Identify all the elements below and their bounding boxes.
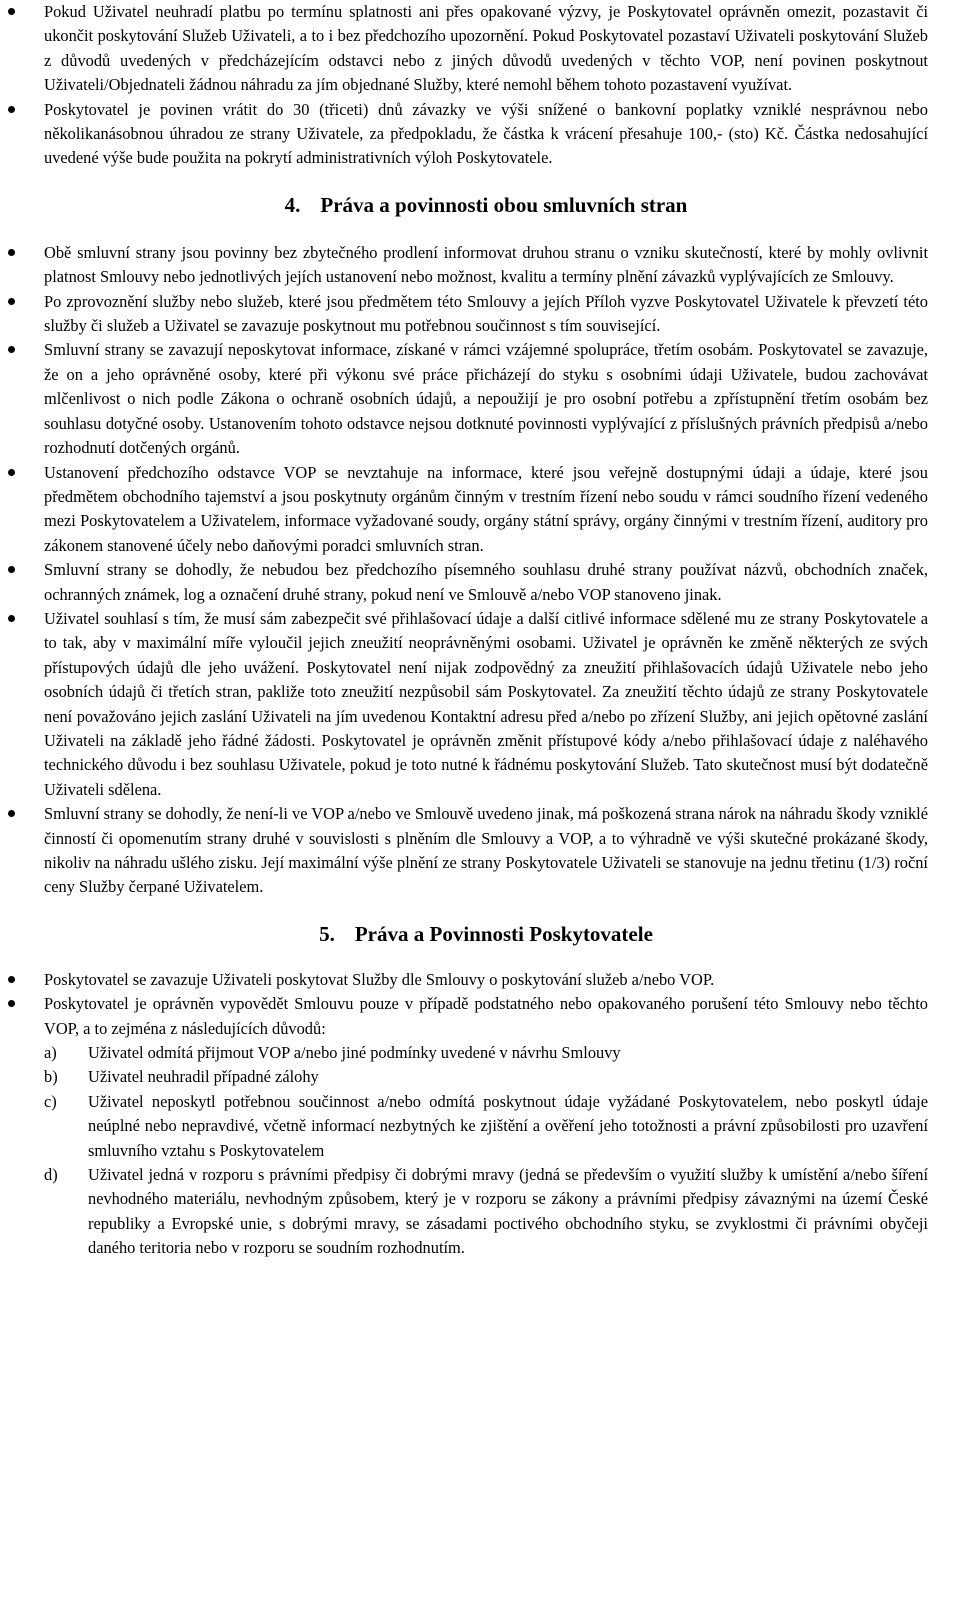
lettered-list [44,1041,928,1261]
bullet-item [44,0,928,98]
list-marker: d) [44,1165,58,1185]
section-number: 5. [319,921,335,946]
bullet-icon [8,566,15,573]
paragraph: Ustanovení předchozího odstavce VOP se nevztahuje na informace, které jsou veřejně dostupnými údaji a údaje, které jsou předmětem obchodního tajemství a jsou poskytnuty orgánům činným v trestním řízení nebo soudu v rámci soudního řízení vedeného mezi Poskytovatelem a Uživatelem, informace vyžadované soudy, orgány státní správy, orgány činnými v trestním řízení, auditory pro zákonem stanovené účely nebo daňovými poradci smluvních stran. [44,462,928,555]
paragraph: Poskytovatel je oprávněn vypovědět Smlouvu pouze v případě podstatného nebo opakovaného porušení této Smlouvy nebo těchto VOP, a to zejména z následujících důvodů: [44,994,928,1038]
paragraph: Smluvní strany se dohodly, že nebudou bez předchozího písemného souhlasu druhé strany používat názvů, obchodních značek, ochranných známek, log a označení druhé strany, pokud není ve Smlouvě a/nebo VOP stanoveno jinak. [44,560,928,604]
bullet-icon [8,106,15,113]
bullet-item [44,461,928,559]
bullet-item [44,98,928,171]
list-item-text: Uživatel neuhradil případné zálohy [88,1067,319,1087]
list-item [44,1065,928,1089]
section-title-text: Práva a Povinnosti Poskytovatele [354,921,653,946]
list-item [44,1090,928,1163]
list-marker: b) [44,1067,58,1087]
paragraph: Poskytovatel je povinen vrátit do 30 (třiceti) dnů závazky ve výši snížené o bankovní poplatky vzniklé nesprávnou nebo několikanásobnou úhradou ze strany Uživatele, za předpokladu, že částka k vrácení přesahuje 100,- (sto) Kč. Částka nedosahující uvedené výše bude použita na pokrytí administrativních výloh Poskytovatele. [44,99,928,168]
bullet-item [44,802,928,900]
list-marker: a) [44,1043,57,1063]
bullet-item [44,968,928,992]
bullet-item [44,290,928,339]
list-item-text: Uživatel jedná v rozporu s právními předpisy či dobrými mravy (jedná se především o využití služby k umístění a/nebo šíření nevhodného materiálu, nevhodným způsobem, který je v rozporu se zákony a právními předpisy závaznými na území České republiky a Evropské unie, s dobrými mravy, se zásadami poctivého obchodního styku, se zvyklostmi či právními obyčeji daného teritoria nebo v rozporu se soudním rozhodnutím. [88,1165,928,1258]
bullet-icon [8,1000,15,1007]
paragraph: Smluvní strany se zavazují neposkytovat informace, získané v rámci vzájemné spolupráce, třetím osobám. Poskytovatel se zavazuje, že on a jeho oprávněné osoby, které při výkonu své práce přicházejí do styku s osobními údaji Uživatele, budou zachovávat mlčenlivost o nich podle Zákona o ochraně osobních údajů, a nepoužijí je pro osobní potřebu a zpřístupnění třetím osobám bez souhlasu dotyčné osoby. Ustanovením tohoto odstavce nejsou dotknuté povinnosti vyplývající z příslušných právních předpisů a/nebo rozhodnutí dotčených orgánů. [44,340,928,458]
bullet-item [44,607,928,802]
paragraph: Po zprovoznění služby nebo služeb, které jsou předmětem této Smlouvy a jejích Příloh vyzve Poskytovatel Uživatele k převzetí této služby či služeb a Uživatel se zavazuje poskytnout mu potřebnou součinnost s tím související. [44,291,928,336]
section-heading-5 [44,900,928,968]
bullet-icon [8,249,15,256]
bullet-icon [8,346,15,353]
paragraph: Smluvní strany se dohodly, že není-li ve VOP a/nebo ve Smlouvě uvedeno jinak, má poškozená strana nárok na náhradu škody vzniklé činností či opomenutím strany druhé v souvislosti s plněním dle Smlouvy a VOP, a to výhradně ve výši skutečné prokázané škody, nikoliv na náhradu ušlého zisku. Její maximální výše plnění ze strany Poskytovatele Uživateli se stanovuje na jednu třetinu (1/3) roční ceny Služby čerpané Uživatelem. [44,804,928,897]
bullet-item [44,992,928,1041]
list-item [44,1163,928,1261]
section-title-text: Práva a povinnosti obou smluvních stran [320,192,688,217]
bullet-item [44,338,928,460]
bullet-item [44,241,928,290]
section-title [44,920,928,948]
bullet-icon [8,615,15,622]
list-marker: c) [44,1091,57,1111]
paragraph: Poskytovatel se zavazuje Uživateli poskytovat Služby dle Smlouvy o poskytování služeb a/nebo VOP. [44,969,715,989]
bullet-icon [8,8,15,15]
section-title [44,191,928,219]
section-number: 4. [284,192,301,217]
paragraph: Pokud Uživatel neuhradí platbu po termínu splatnosti ani přes opakované výzvy, je Poskytovatel oprávněn omezit, pozastavit či ukončit poskytování Služeb Uživateli, a to i bez předchozího upozornění. Pokud Poskytovatel pozastaví Uživateli poskytování Služeb z důvodů uvedených v předcházejícím odstavci nebo z jiných důvodů uvedených v těchto VOP, není povinen poskytnout Uživateli/Objednateli žádnou náhradu za jím objednané Služby, které nemohl během tohoto pozastavení využívat. [44,2,928,95]
paragraph: Obě smluvní strany jsou povinny bez zbytečného prodlení informovat druhou stranu o vzniku skutečností, které by mohly ovlivnit platnost Smlouvy nebo jednotlivých jejích ustanovení nebo možnost, kvalitu a termíny plnění závazků vyplývajících ze Smlouvy. [44,242,928,287]
bullet-item [44,558,928,607]
section-heading-4 [44,171,928,241]
bullet-icon [8,298,15,305]
list-item-text: Uživatel neposkytl potřebnou součinnost a/nebo odmítá poskytnout údaje vyžádané Poskytovatelem, nebo poskytl údaje neúplné nebo nepravdivé, včetně informací nezbytných ke zjištění a ověření jeho totožnosti a právní způsobilosti pro uzavření smluvního vztahu s Poskytovatelem [88,1091,928,1160]
list-item [44,1041,928,1065]
bullet-icon [8,976,15,983]
bullet-icon [8,469,15,476]
paragraph: Uživatel souhlasí s tím, že musí sám zabezpečit své přihlašovací údaje a další citlivé informace sdělené mu ze strany Poskytovatele a to tak, aby v maximální míře vyloučil jejich zneužití neoprávněnými osobami. Uživatel je oprávněn ke změně některých ze svých přístupových údajů dle jeho uvážení. Poskytovatel není nijak zodpovědný za zneužití přihlašovacích údajů Uživatele nebo jeho osobních údajů či třetích stran, pakliže toto zneužití nezpůsobil sám Poskytovatel. Za zneužití těchto údajů ze strany Poskytovatele není považováno jejich zaslání Uživateli na jím uvedenou Kontaktní adresu před a/nebo po zřízení Služby, ani jejich opětovné zaslání Uživateli na základě jeho řádné žádosti. Poskytovatel je oprávněn změnit přístupové kódy a/nebo přihlašovací údaje z naléhavého technického důvodu i bez souhlasu Uživatele, pokud je toto nutné k řádnému poskytování Služeb. Tato skutečnost musí být dodatečně Uživateli sdělena. [44,608,928,799]
list-item-text: Uživatel odmítá přijmout VOP a/nebo jiné podmínky uvedené v návrhu Smlouvy [88,1043,621,1063]
bullet-icon [8,810,15,817]
